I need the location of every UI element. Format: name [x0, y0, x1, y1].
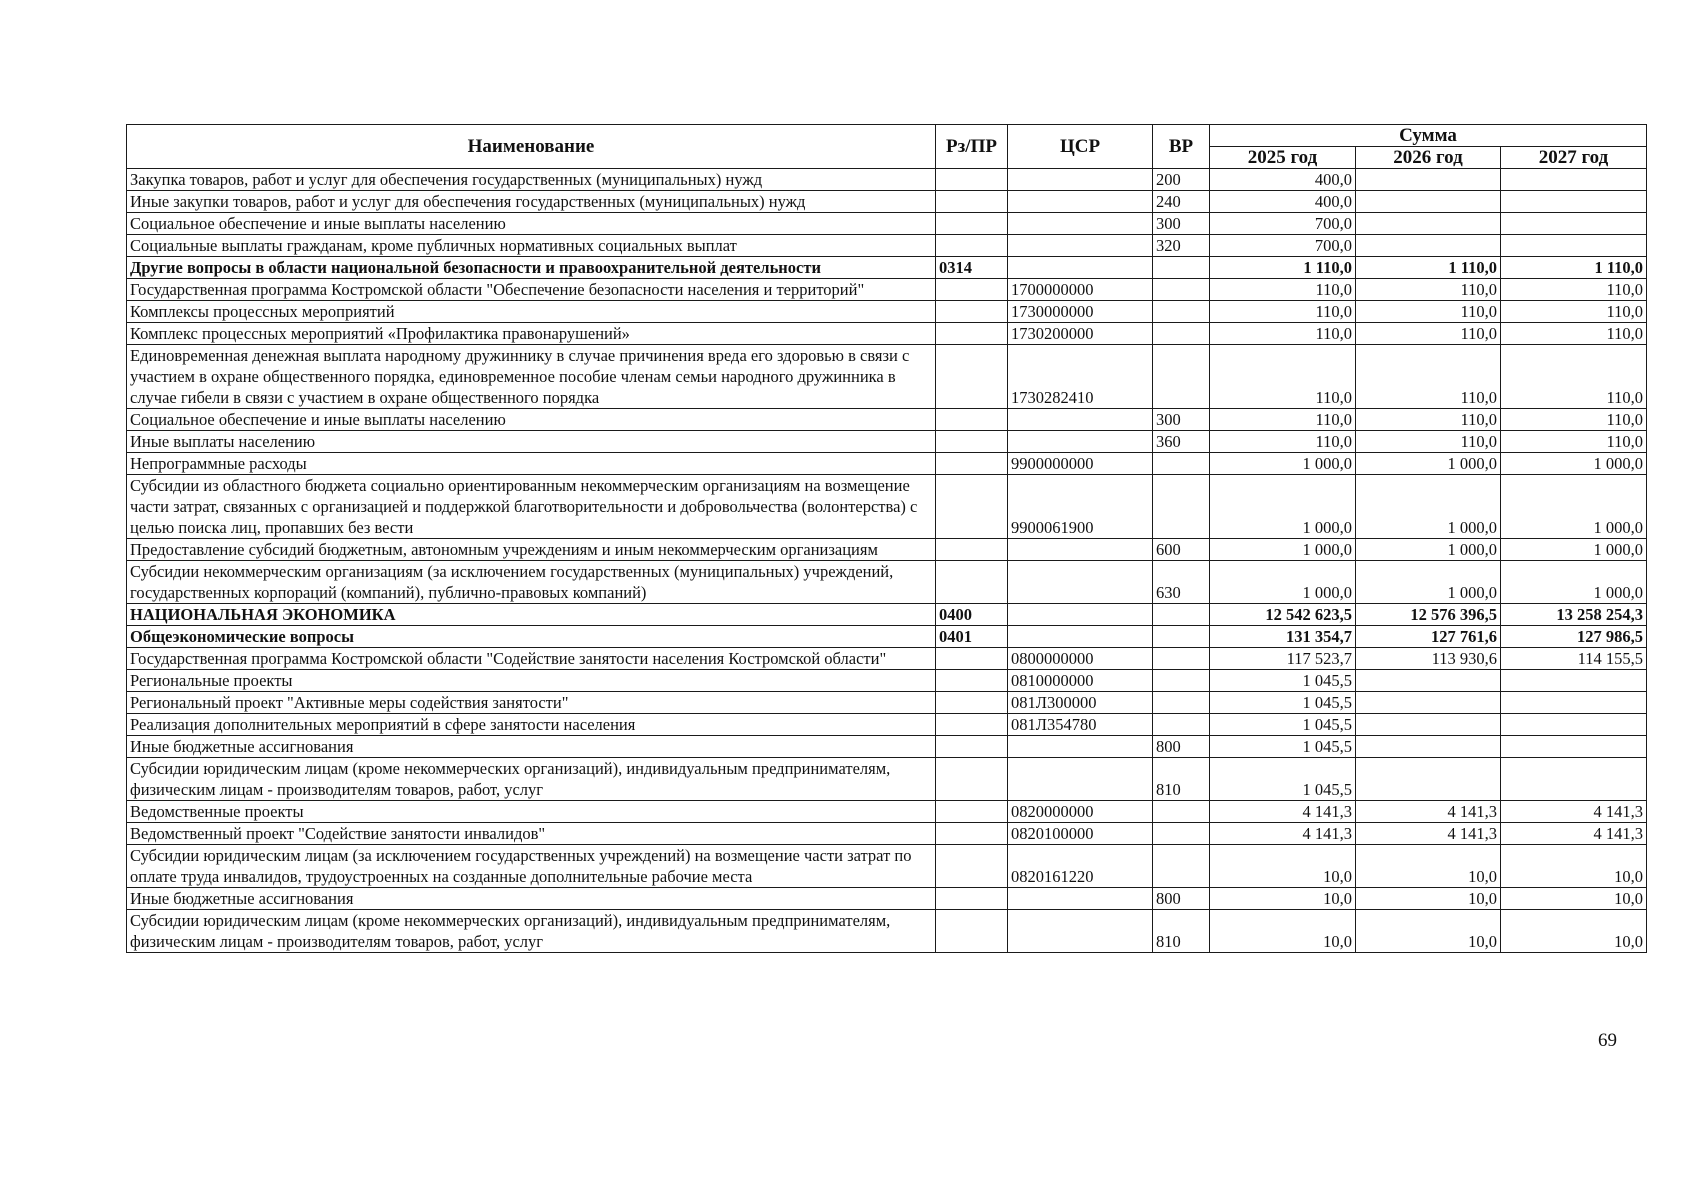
cell-name: Иные бюджетные ассигнования	[127, 736, 936, 758]
cell-rzpr	[936, 345, 1008, 409]
cell-name: Государственная программа Костромской области "Обеспечение безопасности населения и территорий"	[127, 279, 936, 301]
table-row	[127, 279, 1647, 301]
cell-2027	[1501, 736, 1647, 758]
cell-csr	[1008, 758, 1153, 801]
cell-vr: 600	[1153, 539, 1210, 561]
cell-name: Другие вопросы в области национальной безопасности и правоохранительной деятельности	[127, 257, 936, 279]
table-row	[127, 714, 1647, 736]
cell-2025: 10,0	[1210, 888, 1356, 910]
cell-vr: 630	[1153, 561, 1210, 604]
cell-2026	[1356, 213, 1501, 235]
cell-2025: 1 000,0	[1210, 561, 1356, 604]
cell-2026: 1 110,0	[1356, 257, 1501, 279]
table-row	[127, 736, 1647, 758]
cell-2027: 10,0	[1501, 910, 1647, 953]
cell-csr	[1008, 539, 1153, 561]
cell-rzpr	[936, 323, 1008, 345]
cell-csr: 9900000000	[1008, 453, 1153, 475]
table-row	[127, 561, 1647, 604]
cell-2027: 110,0	[1501, 431, 1647, 453]
cell-2025: 12 542 623,5	[1210, 604, 1356, 626]
cell-csr: 0820000000	[1008, 801, 1153, 823]
cell-2025: 110,0	[1210, 345, 1356, 409]
table-row	[127, 888, 1647, 910]
header-year-2027: 2027 год	[1501, 147, 1647, 169]
cell-vr: 360	[1153, 431, 1210, 453]
header-csr: ЦСР	[1008, 125, 1153, 169]
table-row	[127, 191, 1647, 213]
cell-2025: 1 110,0	[1210, 257, 1356, 279]
cell-2026: 12 576 396,5	[1356, 604, 1501, 626]
cell-2027: 4 141,3	[1501, 801, 1647, 823]
cell-2027: 4 141,3	[1501, 823, 1647, 845]
cell-csr: 081Л300000	[1008, 692, 1153, 714]
cell-name: Ведомственный проект "Содействие занятости инвалидов"	[127, 823, 936, 845]
cell-2027: 110,0	[1501, 345, 1647, 409]
cell-vr	[1153, 626, 1210, 648]
cell-2025: 1 045,5	[1210, 736, 1356, 758]
cell-2027: 1 000,0	[1501, 453, 1647, 475]
cell-vr	[1153, 604, 1210, 626]
cell-csr	[1008, 191, 1153, 213]
cell-csr	[1008, 910, 1153, 953]
cell-name: Ведомственные проекты	[127, 801, 936, 823]
cell-vr: 810	[1153, 758, 1210, 801]
cell-vr: 240	[1153, 191, 1210, 213]
cell-vr	[1153, 475, 1210, 539]
table-row	[127, 235, 1647, 257]
cell-2026	[1356, 191, 1501, 213]
cell-2027	[1501, 235, 1647, 257]
cell-2026: 10,0	[1356, 888, 1501, 910]
cell-2027: 1 000,0	[1501, 561, 1647, 604]
cell-vr	[1153, 801, 1210, 823]
cell-rzpr	[936, 758, 1008, 801]
cell-2026	[1356, 736, 1501, 758]
cell-2025: 1 000,0	[1210, 539, 1356, 561]
table-row	[127, 539, 1647, 561]
cell-2027	[1501, 169, 1647, 191]
cell-2026: 110,0	[1356, 301, 1501, 323]
cell-rzpr	[936, 431, 1008, 453]
budget-sheet	[126, 124, 1646, 953]
cell-csr: 0820161220	[1008, 845, 1153, 888]
cell-rzpr	[936, 910, 1008, 953]
cell-csr	[1008, 169, 1153, 191]
cell-vr	[1153, 823, 1210, 845]
cell-rzpr	[936, 692, 1008, 714]
table-row	[127, 409, 1647, 431]
cell-name: Иные выплаты населению	[127, 431, 936, 453]
cell-name: Субсидии юридическим лицам (за исключением государственных учреждений) на возмещение части затрат по оплате труда инвалидов, трудоустроенных на созданные дополнительные рабочие места	[127, 845, 936, 888]
cell-csr	[1008, 213, 1153, 235]
cell-2025: 1 045,5	[1210, 670, 1356, 692]
cell-csr: 0820100000	[1008, 823, 1153, 845]
cell-csr	[1008, 409, 1153, 431]
cell-rzpr	[936, 823, 1008, 845]
cell-name: Государственная программа Костромской области "Содействие занятости населения Костромской области"	[127, 648, 936, 670]
cell-2027: 1 000,0	[1501, 539, 1647, 561]
cell-2026: 110,0	[1356, 323, 1501, 345]
cell-name: Предоставление субсидий бюджетным, автономным учреждениям и иным некоммерческим организациям	[127, 539, 936, 561]
table-row	[127, 257, 1647, 279]
cell-rzpr	[936, 801, 1008, 823]
cell-csr	[1008, 431, 1153, 453]
cell-name: Единовременная денежная выплата народному дружиннику в случае причинения вреда его здоровью в связи с участием в охране общественного порядка, единовременное пособие членам семьи народного дружинника в случае гибели в связи с участием в охране общественного порядка	[127, 345, 936, 409]
cell-2025: 1 000,0	[1210, 453, 1356, 475]
cell-rzpr	[936, 845, 1008, 888]
cell-name: Субсидии некоммерческим организациям (за исключением государственных (муниципальных) учреждений, государственных корпораций (компаний), публично-правовых компаний)	[127, 561, 936, 604]
cell-vr	[1153, 692, 1210, 714]
cell-rzpr	[936, 301, 1008, 323]
cell-2027: 110,0	[1501, 323, 1647, 345]
cell-2026	[1356, 235, 1501, 257]
cell-csr	[1008, 235, 1153, 257]
cell-name: Субсидии из областного бюджета социально ориентированным некоммерческим организациям на возмещение части затрат, связанных с организацией и поддержкой благотворительности и добровольчества (волонтерства) с целью поиска лиц, пропавших без вести	[127, 475, 936, 539]
cell-2025: 110,0	[1210, 323, 1356, 345]
cell-2025: 10,0	[1210, 845, 1356, 888]
cell-2027: 1 000,0	[1501, 475, 1647, 539]
table-body	[127, 169, 1647, 953]
cell-csr	[1008, 257, 1153, 279]
cell-2027	[1501, 191, 1647, 213]
cell-vr	[1153, 845, 1210, 888]
cell-csr: 1730200000	[1008, 323, 1153, 345]
cell-csr: 9900061900	[1008, 475, 1153, 539]
cell-rzpr	[936, 670, 1008, 692]
cell-vr: 810	[1153, 910, 1210, 953]
cell-vr: 800	[1153, 888, 1210, 910]
cell-2025: 400,0	[1210, 191, 1356, 213]
table-row	[127, 910, 1647, 953]
table-row	[127, 475, 1647, 539]
cell-2026: 10,0	[1356, 845, 1501, 888]
cell-2025: 4 141,3	[1210, 823, 1356, 845]
cell-2025: 110,0	[1210, 301, 1356, 323]
header-name: Наименование	[127, 125, 936, 169]
table-row	[127, 648, 1647, 670]
header-vr: ВР	[1153, 125, 1210, 169]
cell-csr: 1730000000	[1008, 301, 1153, 323]
table-row	[127, 626, 1647, 648]
cell-2027: 114 155,5	[1501, 648, 1647, 670]
cell-vr: 300	[1153, 213, 1210, 235]
cell-name: Общеэкономические вопросы	[127, 626, 936, 648]
cell-rzpr	[936, 409, 1008, 431]
cell-csr: 1730282410	[1008, 345, 1153, 409]
cell-rzpr: 0400	[936, 604, 1008, 626]
cell-csr: 0810000000	[1008, 670, 1153, 692]
cell-2025: 1 045,5	[1210, 692, 1356, 714]
cell-2025: 700,0	[1210, 235, 1356, 257]
cell-name: Реализация дополнительных мероприятий в сфере занятости населения	[127, 714, 936, 736]
cell-2026: 1 000,0	[1356, 453, 1501, 475]
cell-csr: 081Л354780	[1008, 714, 1153, 736]
header-rzpr: Рз/ПР	[936, 125, 1008, 169]
cell-2026: 10,0	[1356, 910, 1501, 953]
table-row	[127, 692, 1647, 714]
cell-rzpr	[936, 235, 1008, 257]
cell-2025: 4 141,3	[1210, 801, 1356, 823]
cell-2026: 110,0	[1356, 431, 1501, 453]
cell-2026	[1356, 714, 1501, 736]
cell-2026: 1 000,0	[1356, 539, 1501, 561]
cell-2026: 4 141,3	[1356, 801, 1501, 823]
table-row	[127, 453, 1647, 475]
cell-csr	[1008, 561, 1153, 604]
table-row	[127, 758, 1647, 801]
page-number: 69	[1598, 1030, 1617, 1051]
cell-2027	[1501, 670, 1647, 692]
cell-2025: 400,0	[1210, 169, 1356, 191]
cell-rzpr	[936, 279, 1008, 301]
cell-2025: 700,0	[1210, 213, 1356, 235]
cell-csr	[1008, 626, 1153, 648]
cell-name: Субсидии юридическим лицам (кроме некоммерческих организаций), индивидуальным предпринимателям, физическим лицам - производителям товаров, работ, услуг	[127, 758, 936, 801]
cell-2026	[1356, 692, 1501, 714]
cell-vr: 200	[1153, 169, 1210, 191]
cell-2027: 1 110,0	[1501, 257, 1647, 279]
cell-2027: 13 258 254,3	[1501, 604, 1647, 626]
cell-name: Иные закупки товаров, работ и услуг для обеспечения государственных (муниципальных) нужд	[127, 191, 936, 213]
cell-2026: 110,0	[1356, 409, 1501, 431]
cell-rzpr	[936, 475, 1008, 539]
cell-csr: 1700000000	[1008, 279, 1153, 301]
cell-vr	[1153, 257, 1210, 279]
cell-vr	[1153, 301, 1210, 323]
cell-2025: 110,0	[1210, 279, 1356, 301]
cell-vr: 320	[1153, 235, 1210, 257]
cell-vr: 800	[1153, 736, 1210, 758]
cell-rzpr	[936, 888, 1008, 910]
cell-vr	[1153, 648, 1210, 670]
table-row	[127, 823, 1647, 845]
cell-2027: 10,0	[1501, 888, 1647, 910]
cell-name: Социальное обеспечение и иные выплаты населению	[127, 213, 936, 235]
cell-rzpr	[936, 714, 1008, 736]
cell-2026: 1 000,0	[1356, 561, 1501, 604]
cell-2026	[1356, 670, 1501, 692]
table-row	[127, 670, 1647, 692]
cell-csr	[1008, 604, 1153, 626]
cell-2025: 110,0	[1210, 409, 1356, 431]
cell-vr	[1153, 453, 1210, 475]
cell-2026: 4 141,3	[1356, 823, 1501, 845]
cell-2026	[1356, 758, 1501, 801]
cell-name: Комплексы процессных мероприятий	[127, 301, 936, 323]
cell-vr: 300	[1153, 409, 1210, 431]
cell-2025: 1 045,5	[1210, 758, 1356, 801]
cell-rzpr	[936, 736, 1008, 758]
cell-rzpr	[936, 561, 1008, 604]
cell-rzpr: 0401	[936, 626, 1008, 648]
cell-vr	[1153, 345, 1210, 409]
table-row	[127, 169, 1647, 191]
cell-2026	[1356, 169, 1501, 191]
cell-2026: 127 761,6	[1356, 626, 1501, 648]
cell-name: Социальное обеспечение и иные выплаты населению	[127, 409, 936, 431]
cell-name: Субсидии юридическим лицам (кроме некоммерческих организаций), индивидуальным предпринимателям, физическим лицам - производителям товаров, работ, услуг	[127, 910, 936, 953]
cell-2025: 1 000,0	[1210, 475, 1356, 539]
cell-2027	[1501, 758, 1647, 801]
table-row	[127, 845, 1647, 888]
cell-2027: 127 986,5	[1501, 626, 1647, 648]
cell-2027	[1501, 692, 1647, 714]
table-row	[127, 213, 1647, 235]
cell-rzpr	[936, 191, 1008, 213]
cell-name: Региональный проект "Активные меры содействия занятости"	[127, 692, 936, 714]
table-row	[127, 604, 1647, 626]
cell-rzpr	[936, 539, 1008, 561]
cell-name: Комплекс процессных мероприятий «Профилактика правонарушений»	[127, 323, 936, 345]
cell-csr: 0800000000	[1008, 648, 1153, 670]
cell-vr	[1153, 279, 1210, 301]
cell-2026: 113 930,6	[1356, 648, 1501, 670]
cell-name: Социальные выплаты гражданам, кроме публичных нормативных социальных выплат	[127, 235, 936, 257]
cell-2025: 10,0	[1210, 910, 1356, 953]
header-year-2025: 2025 год	[1210, 147, 1356, 169]
cell-rzpr	[936, 453, 1008, 475]
cell-2027	[1501, 213, 1647, 235]
cell-2026: 110,0	[1356, 279, 1501, 301]
cell-2026: 110,0	[1356, 345, 1501, 409]
table-row	[127, 431, 1647, 453]
cell-name: НАЦИОНАЛЬНАЯ ЭКОНОМИКА	[127, 604, 936, 626]
cell-2027: 110,0	[1501, 279, 1647, 301]
cell-name: Непрограммные расходы	[127, 453, 936, 475]
header-year-2026: 2026 год	[1356, 147, 1501, 169]
cell-2027: 110,0	[1501, 409, 1647, 431]
cell-name: Региональные проекты	[127, 670, 936, 692]
cell-rzpr	[936, 648, 1008, 670]
budget-table	[126, 124, 1647, 953]
cell-2025: 131 354,7	[1210, 626, 1356, 648]
cell-vr	[1153, 714, 1210, 736]
cell-2026: 1 000,0	[1356, 475, 1501, 539]
cell-name: Иные бюджетные ассигнования	[127, 888, 936, 910]
cell-name: Закупка товаров, работ и услуг для обеспечения государственных (муниципальных) нужд	[127, 169, 936, 191]
cell-2025: 1 045,5	[1210, 714, 1356, 736]
cell-2025: 110,0	[1210, 431, 1356, 453]
table-row	[127, 345, 1647, 409]
table-row	[127, 301, 1647, 323]
cell-csr	[1008, 888, 1153, 910]
cell-2027: 110,0	[1501, 301, 1647, 323]
table-row	[127, 323, 1647, 345]
cell-vr	[1153, 323, 1210, 345]
cell-rzpr	[936, 213, 1008, 235]
cell-2027: 10,0	[1501, 845, 1647, 888]
cell-2025: 117 523,7	[1210, 648, 1356, 670]
cell-rzpr: 0314	[936, 257, 1008, 279]
cell-vr	[1153, 670, 1210, 692]
cell-csr	[1008, 736, 1153, 758]
cell-2027	[1501, 714, 1647, 736]
table-row	[127, 801, 1647, 823]
header-sum: Сумма	[1210, 125, 1647, 147]
cell-rzpr	[936, 169, 1008, 191]
